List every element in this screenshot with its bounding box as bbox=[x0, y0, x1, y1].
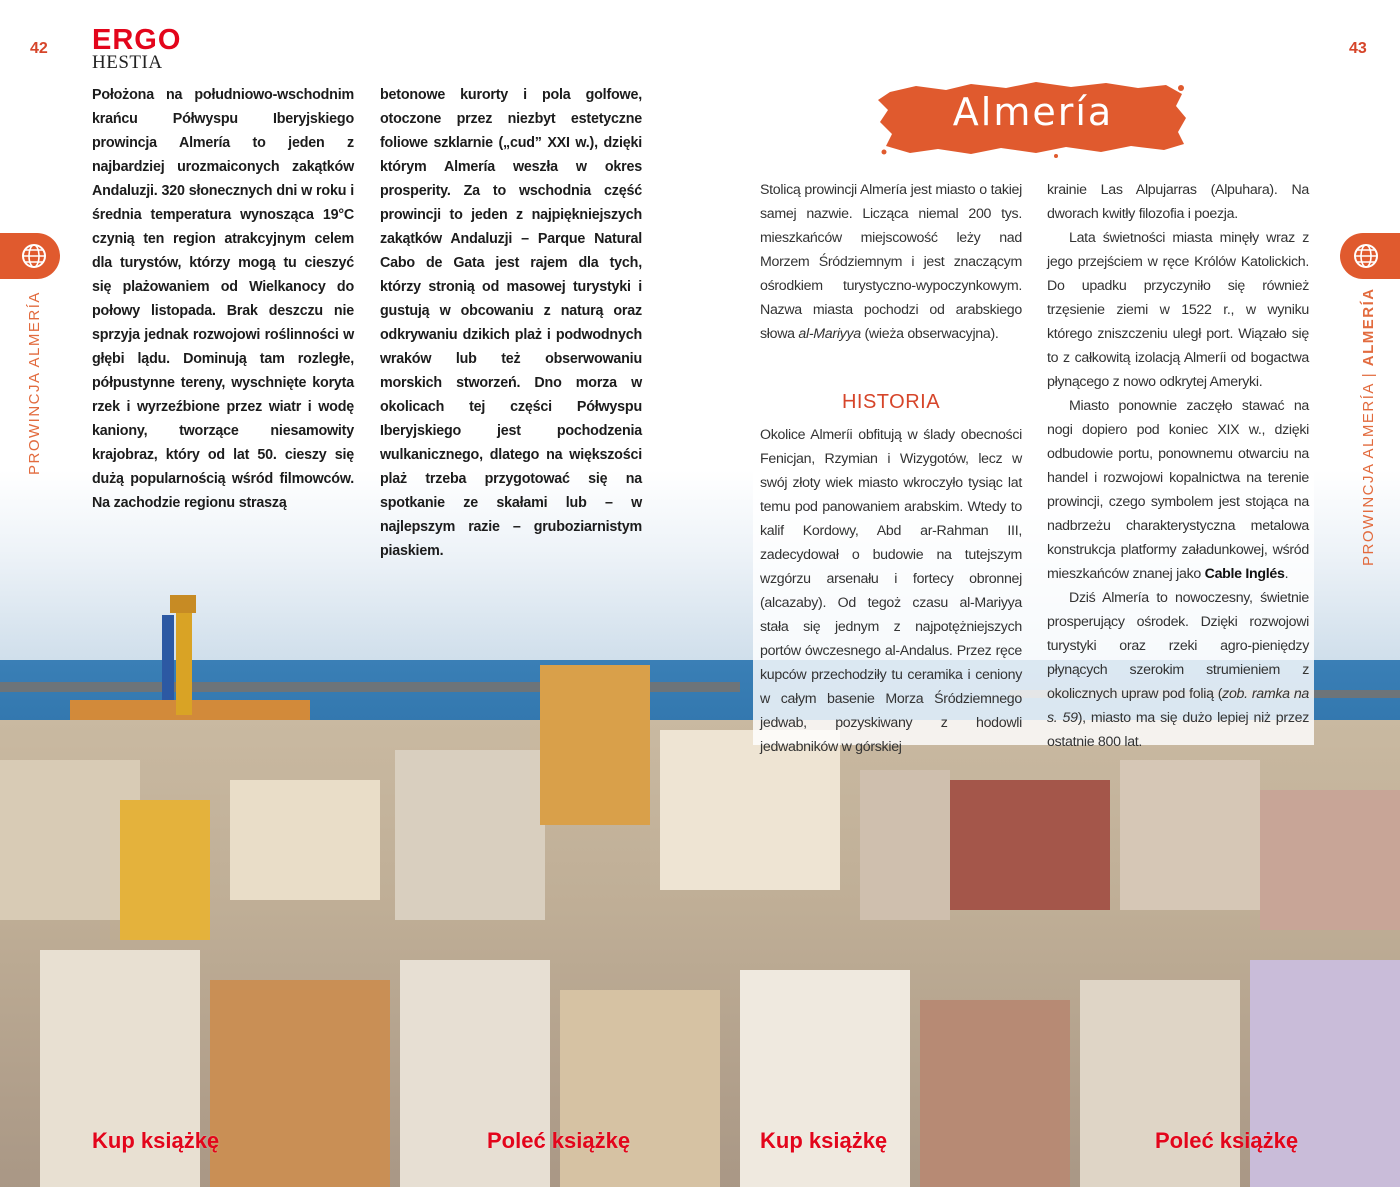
left-column-2-text: betonowe kurorty i pola golfowe, otoczone przez niezbyt estetyczne foliowe szklarnie („cud” XXI w.), dzięki którym Almería weszła w okres prosperity. Za to wschodnia część prowincji to jeden z najpiękniejszych zakątków Andaluzji – Parque Natural Cabo de Gata jest rajem dla tych, którzy stronią od masowej turystyki i gustują w obcowaniu z naturą oraz odkrywaniu dzikich plaż i podwodnych wraków lub też obserwowaniu morskich stworzeń. Dno morza w okolicach tej części Półwyspu Iberyjskiego jest pochodzenia wulkanicznego, dlatego na większości plaż trzeba przygotować się na spotkanie ze skałami lub – w najlepszym razie – gruboziarnistym piaskiem. bbox=[380, 87, 642, 559]
photo-city bbox=[0, 720, 1400, 1187]
title-banner bbox=[876, 76, 1190, 158]
intro-paragraph bbox=[760, 178, 1022, 346]
history-paragraph-3-text: Miasto ponownie zaczęło stawać na nogi dopiero pod koniec XIX w., dzięki odbudowie portu, ponownemu otwarciu na handel i rozwojowi kopalnictwa na terenie prowincji, czego symbolem jest stojąca na nadbrzeżu charakterystyczna metalowa konstrukcja platformy załadunkowej, wśród mieszkańców znanej jako bbox=[1047, 398, 1309, 582]
port-tower bbox=[176, 610, 192, 715]
buy-book-link-left[interactable]: Kup książkę bbox=[92, 1128, 220, 1153]
page-number-right: 43 bbox=[1349, 40, 1367, 57]
intro-text: Stolicą prowincji Almería jest miasto o takiej samej nazwie. Licząca niemal 200 tys. mieszkańców miejscowość leży nad Morzem Śródziemnym i jest znaczącym ośrodkiem turystyczno-wypoczynkowym. Nazwa miasta pochodzi od arabskiego słowa bbox=[760, 182, 1022, 342]
cross-reference: zob. ramka na s. 59 bbox=[1047, 686, 1309, 726]
side-tab-right bbox=[1340, 233, 1400, 279]
right-column-1 bbox=[760, 178, 1022, 759]
buy-book-link-right[interactable]: Kup książkę bbox=[760, 1128, 888, 1153]
left-column-1-text: Położona na południowo-wschodnim krańcu Półwyspu Iberyjskiego prowincja Almería to jeden z najbardziej urozmaiconych zakątków Andaluzji. 320 słonecznych dni w roku i średnia temperatura wynosząca 19°C czynią ten region atrakcyjnym celem dla turystów, którzy mogą tu cieszyć się plażowaniem od Wielkanocy do połowy listopada. Brak deszczu nie sprzyja jednak rozwojowi roślinności w głębi lądu. Dominują tam rozległe, półpustynne tereny, wyschnięte koryta rzek i wyrzeźbione przez wiatr i wodę kaniony, tworzące niesamowity krajobraz, który od lat 50. cieszy się dużą popularnością wśród filmowców. Na zachodzie regionu straszą bbox=[92, 87, 354, 511]
recommend-book-link-left[interactable]: Poleć książkę bbox=[487, 1128, 631, 1153]
intro-term: al-Mariyya bbox=[798, 326, 861, 342]
globe-icon bbox=[20, 242, 48, 270]
intro-text-end: (wieża obserwacyjna). bbox=[860, 326, 999, 342]
history-paragraph-4-text: Dziś Almería to nowoczesny, świetnie prosperujący ośrodek. Dzięki rozwojowi turystyki oraz rzeki agro-pieniędzy płynących szerokim strumieniem z okolicznych upraw pod folią ( bbox=[1047, 590, 1309, 702]
page-title: Almería bbox=[952, 90, 1114, 134]
port-tower-top bbox=[170, 595, 196, 613]
running-head-right-strong: ALMERÍA bbox=[1360, 287, 1377, 367]
running-head-left: PROWINCJA ALMERÍA bbox=[26, 291, 43, 475]
port-tower-blue bbox=[162, 615, 174, 700]
running-head-separator: | bbox=[1360, 371, 1377, 378]
section-heading-historia: HISTORIA bbox=[841, 391, 941, 413]
running-head-right-prefix: PROWINCJA ALMERÍA bbox=[1360, 377, 1377, 566]
cable-ingles-term: Cable Inglés bbox=[1204, 566, 1285, 582]
side-tab-left bbox=[0, 233, 60, 279]
logo-ergo: ERGO bbox=[92, 24, 182, 56]
history-paragraph-3 bbox=[1047, 394, 1309, 586]
page-number-left: 42 bbox=[30, 40, 48, 57]
left-column-1 bbox=[92, 83, 354, 515]
globe-icon bbox=[1352, 242, 1380, 270]
right-column-2 bbox=[1047, 178, 1309, 754]
history-paragraph-2: Lata świetności miasta minęły wraz z jego przejściem w ręce Królów Katolickich. Do upadku przyczyniło się również trzęsienie ziemi w 1522 r., w wyniku którego zniszczeniu uległ port. Wiązało się to z całkowitą izolacją Almeríi od bogactwa płynącego z nowo odkrytej Ameryki. bbox=[1047, 230, 1309, 390]
history-paragraph: Okolice Almeríi obfitują w ślady obecności Fenicjan, Rzymian i Wizygotów, lecz w swój złoty wiek miasto wkroczyło tysiąc lat temu pod panowaniem arabskim. Wtedy to kalif Kordowy, Abd ar-Rahman III, zadecydował o budowie na tutejszym wzgórzu arsenału i fortecy obronnej (alcazaby). Od tegoż czasu al-Mariyya stała się jednym z najpotężniejszych portów ówczesnego al-Andalus. Przez ręce kupców przechodziły tu ceramika i ceniony w całym basenie Morza Śródziemnego jedwab, pozyskiwany z hodowli jedwabników w górskiej bbox=[760, 427, 1022, 755]
history-paragraph-4 bbox=[1047, 586, 1309, 754]
running-head-right bbox=[1360, 287, 1377, 566]
left-column-2 bbox=[380, 83, 642, 563]
history-paragraph-cont: krainie Las Alpujarras (Alpuhara). Na dworach kwitły filozofia i poezja. bbox=[1047, 182, 1309, 222]
recommend-book-link-right[interactable]: Poleć książkę bbox=[1155, 1128, 1299, 1153]
history-paragraph-4-end: ), miasto ma się dużo lepiej niż przez ostatnie 800 lat. bbox=[1047, 710, 1309, 750]
history-paragraph-3-end: . bbox=[1284, 566, 1289, 582]
logo-hestia: HESTIA bbox=[92, 52, 163, 73]
ergo-hestia-logo bbox=[92, 26, 181, 72]
